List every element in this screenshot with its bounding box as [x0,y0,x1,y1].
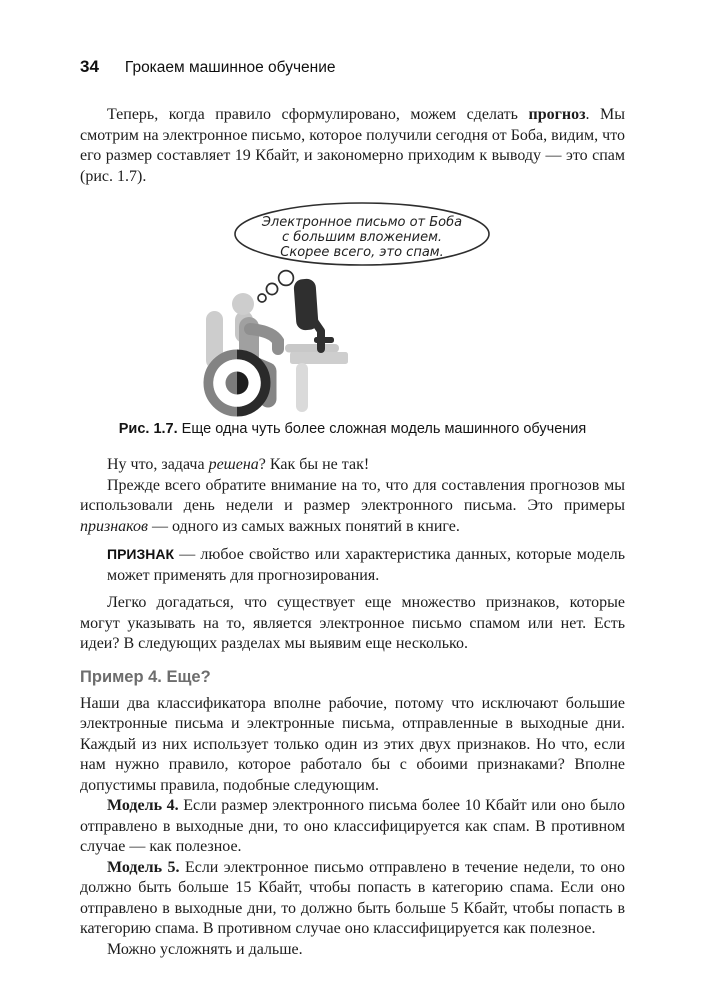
paragraph-example-intro: Наши два классификатора вполне рабочие, потому что исключают большие электронные письма и электронные письма, отправленные в выходные дни. Каждый из них использует только один из этих двух признаков. Но что, если нам нужно правило, которое работало бы с обоими признаками? Вполне допустимы правила, подобные следующим. [80,694,625,794]
monitor-icon [293,278,334,349]
bubble-text-line: с большим вложением. [281,230,443,245]
features-italic: признаков [80,517,148,535]
paragraph-closing: Можно усложнять и дальше. [107,940,303,958]
intro-post: . Мы смотрим на электронное письмо, которое получили сегодня от Боба, видим, что его размер составляет 19 Кбайт, и закономерно приходим к выводу — это спам (рис. 1.7). [80,106,625,185]
wheelchair-computer-illustration [202,199,512,417]
paragraph-intro [80,105,625,187]
definition-text: — любое свойство или характеристика данных, которые модель может применять для прогнозирования. [107,546,625,584]
paragraph-features-intro [80,476,625,538]
paragraph-model-5 [80,858,625,940]
solved-post: ? Как бы не так! [258,456,370,473]
paragraph-more-features: Легко догадаться, что существует еще множество признаков, которые могут указывать на то, является электронное письмо спамом или нет. Есть идеи? В следующих разделах мы выявим еще несколько. [80,594,625,652]
model-5-text: Если электронное письмо отправлено в течение недели, то оно должно быть больше 15 Кбайт, чтобы попасть в категорию спама. Если оно отправлено в выходные дни, то должно быть больше 5 Кбайт, чтобы попасть в категорию спама. В противном случае оно классифицируется как полезное. [80,858,625,937]
thought-dots [258,271,293,302]
paragraph-model-4 [80,796,625,858]
definition-term: ПРИЗНАК [107,546,174,562]
features-pre: Прежде всего обратите внимание на то, что для составления прогнозов мы использовали день недели и размер электронного письма. Это примеры [80,476,625,514]
figure-caption [80,421,625,437]
running-head [80,57,625,77]
definition-block [107,544,625,586]
paragraph-solved [80,455,625,476]
desk-icon [285,344,348,412]
model-5-label: Модель 5. [107,858,180,876]
features-post: — одного из самых важных понятий в книге. [148,517,460,535]
figure-illustration [80,199,625,417]
intro-bold-term: прогноз [528,106,586,123]
caption-text: Еще одна чуть более сложная модель машинного обучения [177,421,587,437]
page-number: 34 [80,57,99,76]
intro-pre: Теперь, когда правило сформулировано, можем сделать [107,106,529,123]
bubble-text-line: Электронное письмо от Боба [261,215,463,230]
model-4-label: Модель 4. [107,797,179,814]
caption-label: Рис. 1.7. [118,421,178,437]
thought-bubble [235,203,489,265]
solved-pre: Ну что, задача [107,456,209,473]
running-title: Грокаем машинное обучение [124,59,336,76]
solved-italic: решена [208,456,259,473]
section-heading: Пример 4. Еще? [80,667,211,686]
bubble-text-line: Скорее всего, это спам. [280,245,444,260]
model-4-text: Если размер электронного письма более 10 Кбайт или оно было отправлено в выходные дни, то оно классифицируется как спам. В противном случае — как полезное. [80,797,626,855]
